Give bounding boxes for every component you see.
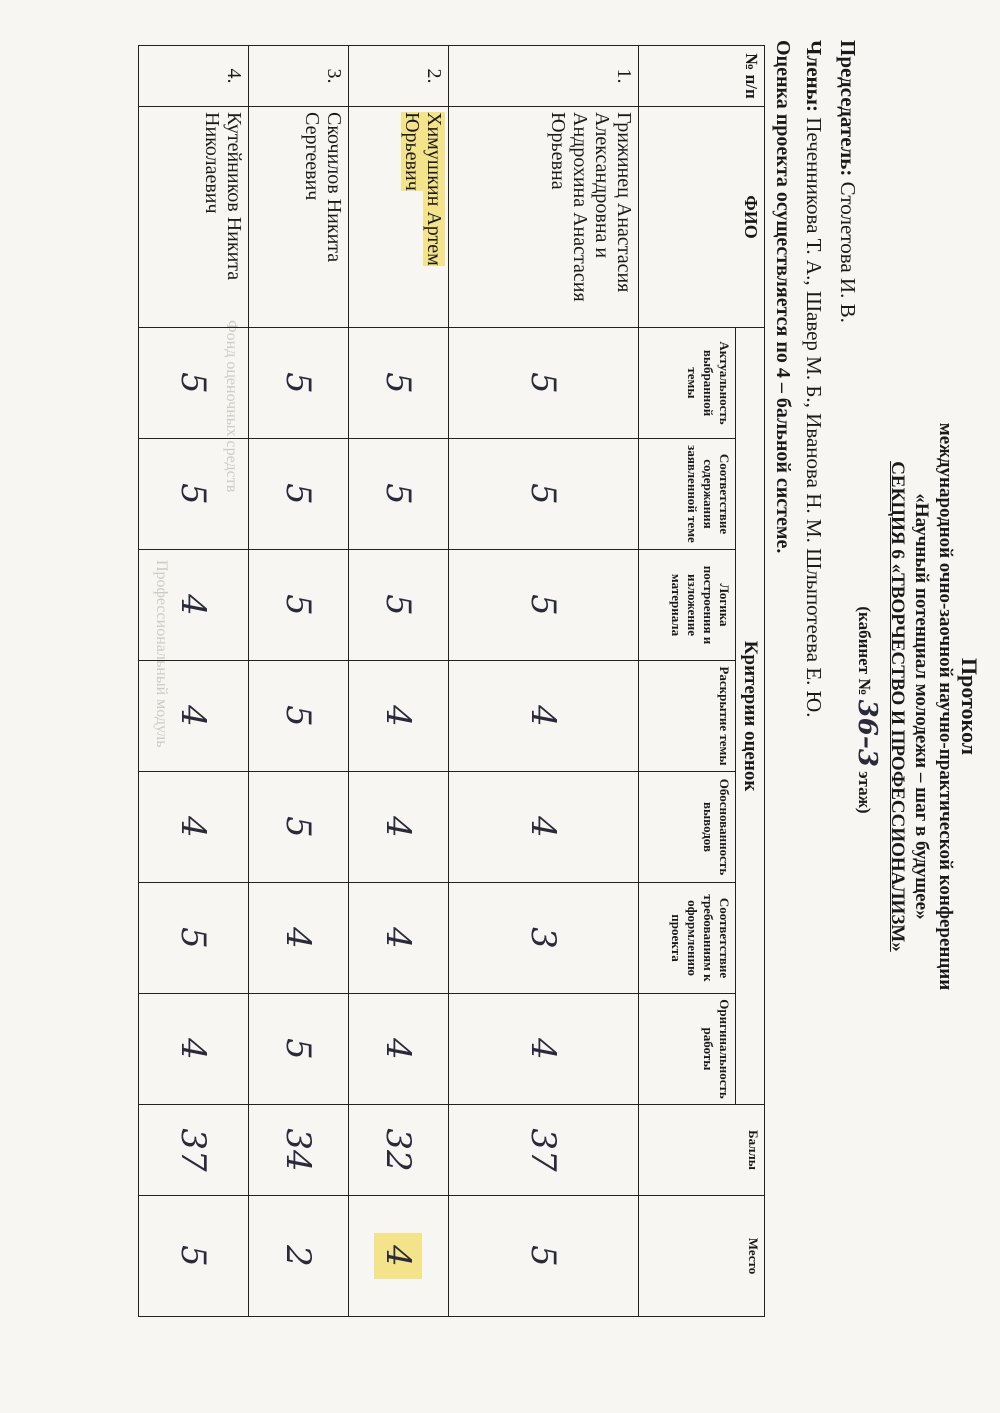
score-cell: 5 [249,328,349,439]
members-line [801,40,826,718]
bleed-through-shadow-2: Профессиональный модуль [153,560,170,748]
chair-line [835,40,860,323]
points-cell: 32 [349,1105,449,1196]
score-cell: 5 [249,550,349,661]
members-label: Члены: [802,40,826,113]
col-fio-header: ФИО [639,107,765,328]
section-title: СЕКЦИЯ 6 «ТВОРЧЕСТВО И ПРОФЕССИОНАЛИЗМ» [887,461,908,952]
points-cell: 34 [249,1105,349,1196]
score-cell: 5 [249,994,349,1105]
score-cell: 4 [449,772,639,883]
score-cell: 5 [349,550,449,661]
criterion-header: Актуальность выбранной темы [639,328,736,439]
room-number-handwritten: 36–3 [852,699,882,767]
score-cell: 4 [449,661,639,772]
participant-name-highlighted: Химушкин Артем Юрьевич [401,112,445,266]
participant-name: Грижинец Анастасия Александровна и Андрохина Анастасия Юрьевна [449,107,639,328]
score-cell: 4 [139,661,249,772]
row-number: 4. [139,46,249,107]
col-place-header: Место [639,1196,765,1317]
table-row [139,46,249,1317]
criterion-header: Оригинальность работы [639,994,736,1105]
chair-label: Председатель: [836,40,860,177]
bleed-through-shadow: Фонд оценочных средств [223,320,240,493]
score-cell: 4 [139,772,249,883]
participant-name: Кутейников Никита Николаевич [139,107,249,328]
place-cell: 5 [449,1196,639,1317]
participant-name: Скочилов Никита Сергеевич [249,107,349,328]
score-cell: 5 [349,439,449,550]
chair-name: Столетова И. В. [836,181,860,323]
table-row [449,46,639,1317]
score-cell: 5 [449,550,639,661]
score-cell: 5 [449,328,639,439]
score-cell: 4 [249,883,349,994]
score-cell: 5 [249,772,349,883]
members-names: Печенникова Т. А., Шавер М. Б., Иванова Н. М. Шлыпотеева Е. Ю. [802,117,826,718]
col-points-header: Баллы [639,1105,765,1196]
scale-note: Оценка проекта осуществляется по 4 – бальной системе. [772,40,794,554]
criterion-header: Логика построения и изложение материала [639,550,736,661]
participant-name [349,107,449,328]
col-num-header: № п/п [639,46,765,107]
place-cell: 2 [249,1196,349,1317]
score-cell: 5 [139,328,249,439]
score-cell: 4 [139,994,249,1105]
score-cell: 3 [449,883,639,994]
room-suffix: этаж) [855,771,874,814]
score-cell: 5 [139,883,249,994]
score-cell: 4 [139,550,249,661]
place-highlighted: 4 [375,1233,423,1279]
criterion-header: Соответствие содержания заявленной теме [639,439,736,550]
table-row [249,46,349,1317]
conference-name: «Научный потенциал молодежи – шаг в будущее» [911,493,932,920]
score-cell: 5 [139,439,249,550]
criteria-title: Критерии оценок [736,328,765,1105]
room-line [852,380,882,1040]
row-number: 3. [249,46,349,107]
points-cell: 37 [449,1105,639,1196]
table-row [349,46,449,1317]
criterion-header: Обоснованность выводов [639,772,736,883]
score-cell: 5 [449,439,639,550]
score-cell: 4 [349,772,449,883]
score-cell: 5 [249,661,349,772]
criterion-header: Соответствие требованиям к оформлению проекта [639,883,736,994]
evaluation-table [138,45,765,1317]
conference-line: международной очно-заочной научно-практической конференции [935,422,956,991]
score-cell: 4 [349,883,449,994]
protocol-title: Протокол [957,657,982,755]
place-cell: 5 [139,1196,249,1317]
score-cell: 5 [349,328,449,439]
criterion-header: Раскрытие темы [639,661,736,772]
row-number: 2. [349,46,449,107]
row-number: 1. [449,46,639,107]
score-cell: 5 [249,439,349,550]
score-cell: 4 [349,994,449,1105]
points-cell: 37 [139,1105,249,1196]
place-cell [349,1196,449,1317]
score-cell: 4 [449,994,639,1105]
score-cell: 4 [349,661,449,772]
room-prefix: (кабинет № [855,606,874,696]
